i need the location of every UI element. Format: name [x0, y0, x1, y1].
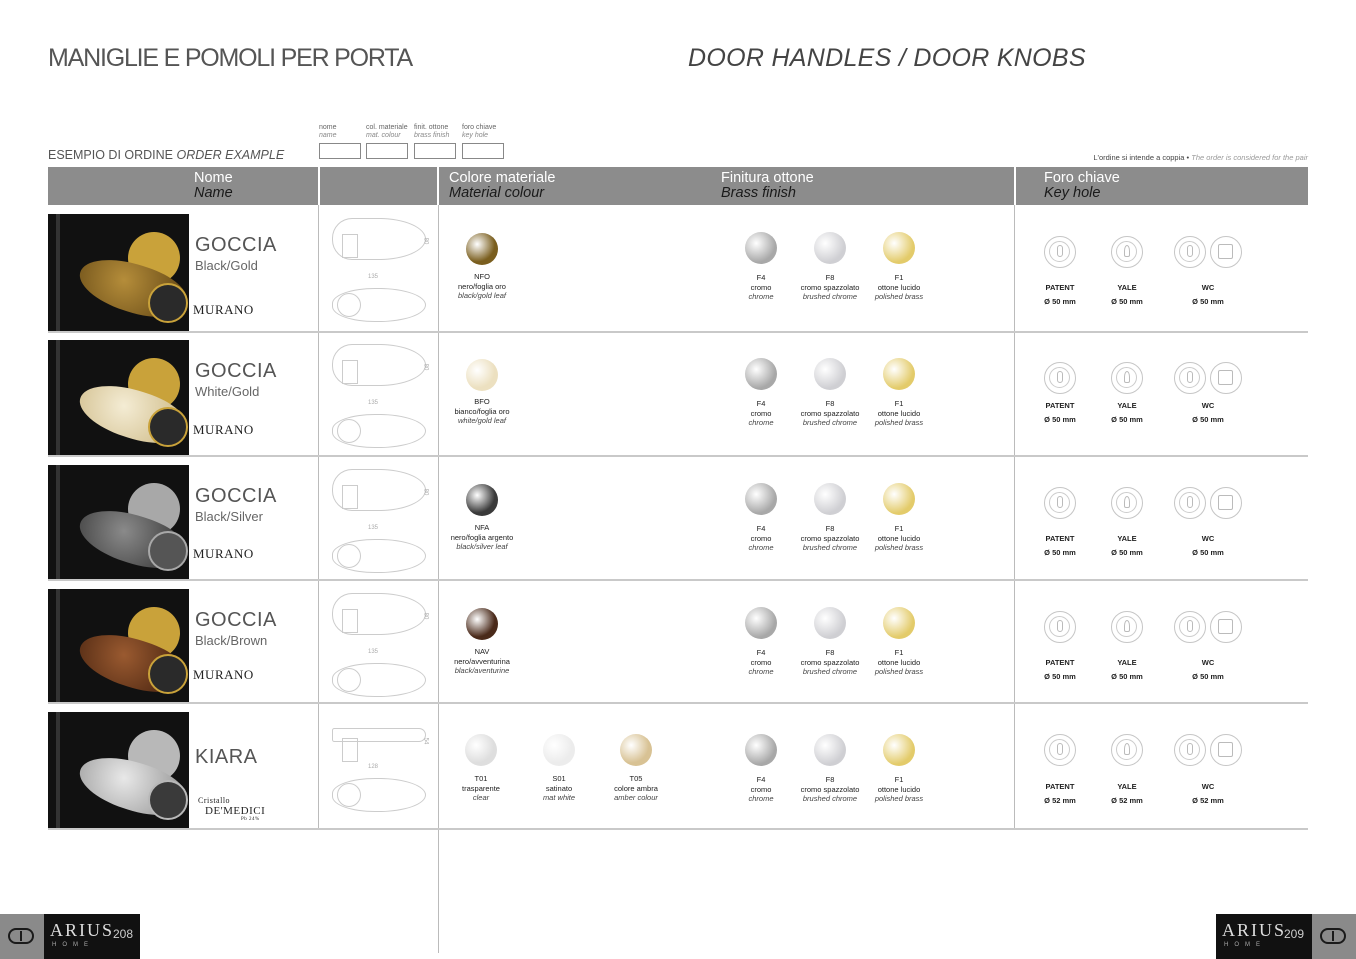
finish-swatch[interactable] [814, 358, 846, 390]
keyhole-name: YALE [1117, 782, 1137, 791]
dimension-width: 128 [368, 764, 379, 770]
wc-turn-icon[interactable] [1174, 611, 1206, 643]
pair-note-en: The order is considered for the pair [1191, 153, 1308, 162]
finish-name-en: brushed chrome [802, 543, 858, 552]
drawing-lever-top [332, 414, 426, 448]
drawing-rose-ring [337, 293, 361, 317]
order-field-label-en: mat. colour [366, 132, 401, 139]
product-name: KIARA [195, 746, 258, 768]
wc-release-square [1218, 495, 1233, 510]
finish-code: F4 [756, 775, 766, 784]
dimension-width: 135 [368, 274, 379, 280]
keyhole-label [1087, 399, 1167, 427]
finish-name-en: chrome [748, 543, 774, 552]
material-name-en: amber colour [614, 793, 658, 802]
keyhole-name: WC [1201, 401, 1215, 410]
finish-code: F1 [894, 399, 904, 408]
order-field-input[interactable] [462, 143, 504, 159]
finish-label [849, 775, 949, 804]
wc-release-icon[interactable] [1210, 487, 1242, 519]
wc-release-square [1218, 370, 1233, 385]
dimension-height: 80 [422, 237, 429, 245]
keyhole-size: Ø 50 mm [1111, 672, 1143, 681]
col-material-en: Material colour [449, 185, 545, 201]
product-name: GOCCIA [195, 234, 277, 256]
keyhole-label [1087, 780, 1167, 808]
finish-name-en: brushed chrome [802, 418, 858, 427]
finish-name-en: brushed chrome [802, 794, 858, 803]
product-name: GOCCIA [195, 485, 277, 507]
material-code: NFO [474, 272, 490, 281]
order-field-label-en: brass finish [414, 132, 450, 139]
keyhole-label [1168, 780, 1248, 808]
product-photo [48, 589, 189, 704]
finish-name-en: brushed chrome [802, 667, 858, 676]
keyhole-name: PATENT [1045, 782, 1075, 791]
row-divider [48, 455, 1308, 457]
footer-left [0, 914, 140, 959]
order-field[interactable] [462, 124, 504, 159]
material-name-en: clear [472, 793, 490, 802]
drawing-neck [342, 234, 358, 258]
finish-name-it: cromo [750, 282, 772, 292]
material-swatch[interactable] [466, 608, 498, 640]
product-name: GOCCIA [195, 360, 277, 382]
wc-turn-icon[interactable] [1174, 734, 1206, 766]
order-field-label: foro chiave [462, 124, 497, 131]
header-divider [1014, 167, 1016, 205]
patent-keyhole-icon[interactable] [1044, 611, 1076, 643]
drawing-rose-ring [337, 783, 361, 807]
wc-turn-icon[interactable] [1174, 362, 1206, 394]
material-label [432, 647, 532, 676]
order-field-label: nome [319, 124, 337, 131]
order-field-input[interactable] [366, 143, 408, 159]
footer-right [1216, 914, 1356, 959]
finish-swatch[interactable] [814, 232, 846, 264]
material-swatch[interactable] [465, 734, 497, 766]
keyhole-name: PATENT [1045, 283, 1075, 292]
finish-name-it: ottone lucido [877, 657, 921, 667]
material-code: NAV [474, 647, 490, 656]
header-divider [437, 167, 439, 205]
finish-code: F8 [825, 648, 835, 657]
order-field-label-en: name [319, 132, 337, 139]
finish-code: F1 [894, 775, 904, 784]
finish-code: F1 [894, 524, 904, 533]
brand-logo: MURANO [193, 422, 254, 437]
door-edge [56, 340, 60, 457]
finish-code: F8 [825, 524, 835, 533]
technical-drawing [326, 589, 432, 694]
finish-code: F4 [756, 524, 766, 533]
table-header [48, 167, 1308, 205]
finish-name-it: cromo spazzolato [800, 408, 860, 418]
finish-code: F4 [756, 399, 766, 408]
technical-drawing [326, 465, 432, 571]
finish-name-en: polished brass [874, 667, 924, 676]
key-rose [148, 531, 188, 571]
drawing-lever-top [332, 539, 426, 573]
keyhole-label [1087, 656, 1167, 684]
patent-keyhole-icon[interactable] [1044, 487, 1076, 519]
finish-name-en: chrome [748, 418, 774, 427]
order-example-it: ESEMPIO DI ORDINE [48, 148, 174, 162]
drawing-neck [342, 609, 358, 633]
row-divider [48, 702, 1308, 704]
wc-turn [1187, 620, 1193, 632]
finish-name-it: cromo spazzolato [800, 533, 860, 543]
drawing-neck [342, 485, 358, 509]
page-number-left: 208 [113, 927, 134, 941]
patent-slot [1057, 496, 1063, 508]
keyhole-name: WC [1201, 782, 1215, 791]
finish-swatch[interactable] [883, 607, 915, 639]
material-label [432, 523, 532, 552]
wc-release-icon[interactable] [1210, 362, 1242, 394]
keyhole-name: WC [1201, 534, 1215, 543]
finish-name-it: cromo [750, 784, 772, 794]
drawing-rose-ring [337, 668, 361, 692]
finish-label [849, 399, 949, 428]
product-colour: Black/Brown [195, 633, 268, 648]
keyhole-size: Ø 50 mm [1111, 548, 1143, 557]
door-edge [56, 712, 60, 830]
order-field-input[interactable] [414, 143, 456, 159]
keyhole-name: YALE [1117, 401, 1137, 410]
brand-logo: MURANO [193, 667, 254, 682]
brand-logo: MURANO [193, 546, 254, 561]
product-colour: White/Gold [195, 384, 260, 399]
wc-release-icon[interactable] [1210, 611, 1242, 643]
keyhole-label [1087, 281, 1167, 309]
patent-keyhole-icon[interactable] [1044, 362, 1076, 394]
finish-name-en: polished brass [874, 418, 924, 427]
drawing-rose-ring [337, 419, 361, 443]
door-edge [56, 214, 60, 333]
col-keyhole-it: Foro chiave [1044, 170, 1120, 186]
order-field[interactable] [414, 124, 456, 159]
finish-name-it: ottone lucido [877, 533, 921, 543]
dimension-height: 54 [422, 737, 429, 745]
keyhole-name: WC [1201, 283, 1215, 292]
finish-code: F4 [756, 648, 766, 657]
patent-keyhole-icon[interactable] [1044, 236, 1076, 268]
finish-name-it: ottone lucido [877, 408, 921, 418]
keyhole-size: Ø 50 mm [1192, 297, 1224, 306]
material-code: NFA [474, 523, 490, 532]
material-label [586, 774, 686, 803]
keyhole-name: YALE [1117, 534, 1137, 543]
yale-keyhole-icon[interactable] [1111, 487, 1143, 519]
finish-name-en: polished brass [874, 543, 924, 552]
drawing-rose-ring [337, 544, 361, 568]
wc-release-icon[interactable] [1210, 236, 1242, 268]
keyhole-label [1168, 281, 1248, 309]
col-material-it: Colore materiale [449, 170, 556, 186]
col-name-header [194, 171, 233, 201]
finish-swatch[interactable] [883, 232, 915, 264]
order-example-en: ORDER EXAMPLE [176, 148, 285, 162]
finish-name-it: ottone lucido [877, 282, 921, 292]
yale-keyhole-icon[interactable] [1111, 362, 1143, 394]
wc-release-icon[interactable] [1210, 734, 1242, 766]
wc-turn [1187, 743, 1193, 755]
brand-prefix: Cristallo [198, 796, 231, 805]
wc-turn-icon[interactable] [1174, 487, 1206, 519]
keyhole-name: WC [1201, 658, 1215, 667]
finish-code: F1 [894, 273, 904, 282]
finish-swatch[interactable] [745, 734, 777, 766]
dimension-height: 80 [422, 488, 429, 496]
wc-release-square [1218, 742, 1233, 757]
finish-name-it: cromo spazzolato [800, 784, 860, 794]
material-swatch[interactable] [466, 359, 498, 391]
keyhole-name: PATENT [1045, 401, 1075, 410]
col-keyhole-en: Key hole [1044, 185, 1101, 201]
finish-swatch[interactable] [883, 734, 915, 766]
wc-turn [1187, 496, 1193, 508]
wc-release-square [1218, 619, 1233, 634]
keyhole-size: Ø 52 mm [1044, 796, 1076, 805]
finish-name-it: cromo [750, 533, 772, 543]
finish-swatch[interactable] [745, 483, 777, 515]
order-field-input[interactable] [319, 143, 361, 159]
material-name-it: nero/foglia argento [450, 532, 514, 542]
drawing-lever-top [332, 778, 426, 812]
order-field-label: col. materiale [366, 124, 408, 131]
pair-note [1093, 153, 1308, 162]
key-rose [148, 283, 188, 323]
drawing-lever-top [332, 663, 426, 697]
keyhole-size: Ø 50 mm [1192, 548, 1224, 557]
material-swatch[interactable] [543, 734, 575, 766]
product-photo [48, 340, 189, 457]
finish-name-it: cromo spazzolato [800, 282, 860, 292]
patent-slot [1057, 371, 1063, 383]
finish-swatch[interactable] [883, 358, 915, 390]
product-photo [48, 465, 189, 581]
product-colour: Black/Gold [195, 258, 258, 273]
patent-keyhole-icon[interactable] [1044, 734, 1076, 766]
technical-drawing [326, 340, 432, 447]
keyhole-label [1168, 399, 1248, 427]
col-name-en: Name [194, 185, 233, 201]
door-edge [56, 589, 60, 704]
material-label [432, 397, 532, 426]
finish-swatch[interactable] [814, 483, 846, 515]
yale-keyhole-icon[interactable] [1111, 611, 1143, 643]
page-number-right: 209 [1284, 927, 1305, 941]
pair-note-it: L'ordine si intende a coppia [1093, 153, 1185, 162]
finish-name-en: brushed chrome [802, 292, 858, 301]
finish-name-it: cromo [750, 408, 772, 418]
col-finish-en: Brass finish [721, 185, 796, 201]
material-swatch[interactable] [466, 233, 498, 265]
finish-label [849, 273, 949, 302]
brand-mark-icon [1312, 914, 1356, 959]
column-divider [1014, 205, 1015, 829]
finish-code: F1 [894, 648, 904, 657]
keyhole-size: Ø 50 mm [1044, 672, 1076, 681]
finish-code: F8 [825, 273, 835, 282]
yale-slot [1124, 245, 1130, 257]
material-code: BFO [474, 397, 490, 406]
finish-code: F8 [825, 775, 835, 784]
yale-keyhole-icon[interactable] [1111, 236, 1143, 268]
material-label [432, 272, 532, 301]
keyhole-name: YALE [1117, 283, 1137, 292]
keyhole-size: Ø 50 mm [1044, 548, 1076, 557]
col-name-it: Nome [194, 170, 233, 186]
footer-brand-sub: HOME [1224, 942, 1266, 948]
dimension-width: 135 [368, 525, 379, 531]
yale-keyhole-icon[interactable] [1111, 734, 1143, 766]
wc-turn [1187, 245, 1193, 257]
product-colour: Black/Silver [195, 509, 263, 524]
finish-label [849, 648, 949, 677]
keyhole-label [1087, 532, 1167, 560]
finish-name-en: chrome [748, 794, 774, 803]
yale-slot [1124, 743, 1130, 755]
yale-slot [1124, 620, 1130, 632]
footer-brand: ARIUS [50, 920, 115, 940]
keyhole-name: PATENT [1045, 658, 1075, 667]
material-code: S01 [552, 774, 566, 783]
key-rose [148, 407, 188, 447]
yale-slot [1124, 371, 1130, 383]
material-code: T01 [474, 774, 488, 783]
finish-name-it: ottone lucido [877, 784, 921, 794]
finish-name-en: polished brass [874, 794, 924, 803]
dimension-height: 80 [422, 612, 429, 620]
page-title-en: DOOR HANDLES / DOOR KNOBS [688, 44, 1086, 72]
material-swatch[interactable] [620, 734, 652, 766]
header-divider [318, 167, 320, 205]
technical-drawing [326, 214, 432, 323]
row-divider [48, 828, 1308, 830]
finish-swatch[interactable] [814, 607, 846, 639]
keyhole-label [1168, 656, 1248, 684]
material-name-it: satinato [545, 783, 573, 793]
col-material-header [449, 171, 555, 201]
wc-release-square [1218, 244, 1233, 259]
keyhole-size: Ø 50 mm [1111, 415, 1143, 424]
patent-slot [1057, 620, 1063, 632]
material-name-en: black/aventurine [454, 666, 510, 675]
row-divider [48, 579, 1308, 581]
keyhole-size: Ø 50 mm [1192, 415, 1224, 424]
col-keyhole-header [1044, 171, 1120, 201]
wc-turn-icon[interactable] [1174, 236, 1206, 268]
col-finish-it: Finitura ottone [721, 170, 814, 186]
brand-mark-icon [0, 914, 44, 959]
col-finish-header [721, 171, 814, 201]
order-field-label: finit. ottone [414, 124, 449, 131]
finish-name-en: polished brass [874, 292, 924, 301]
product-name: GOCCIA [195, 609, 277, 631]
finish-swatch[interactable] [883, 483, 915, 515]
finish-label [849, 524, 949, 553]
drawing-lever-top [332, 288, 426, 322]
material-name-it: nero/foglia oro [458, 281, 506, 291]
key-rose [148, 654, 188, 694]
keyhole-size: Ø 50 mm [1044, 415, 1076, 424]
keyhole-size: Ø 50 mm [1192, 672, 1224, 681]
door-edge [56, 465, 60, 581]
footer-brand: ARIUS [1222, 920, 1287, 940]
keyhole-size: Ø 50 mm [1111, 297, 1143, 306]
key-rose [148, 780, 188, 820]
column-divider [318, 205, 319, 829]
keyhole-size: Ø 52 mm [1111, 796, 1143, 805]
patent-slot [1057, 743, 1063, 755]
drawing-neck [342, 360, 358, 384]
finish-name-it: cromo [750, 657, 772, 667]
brand-note: Pb 24% [241, 817, 260, 822]
material-name-it: colore ambra [614, 783, 658, 793]
keyhole-size: Ø 50 mm [1044, 297, 1076, 306]
brand-logo: MURANO [193, 302, 254, 317]
technical-drawing [326, 712, 432, 820]
dimension-height: 80 [422, 363, 429, 371]
pair-note-sep: • [1186, 153, 1190, 162]
keyhole-name: YALE [1117, 658, 1137, 667]
dimension-width: 135 [368, 649, 379, 655]
patent-slot [1057, 245, 1063, 257]
order-field-label-en: key hole [462, 132, 489, 139]
product-photo [48, 214, 189, 333]
material-name-it: trasparente [462, 783, 500, 793]
order-field[interactable] [319, 124, 361, 159]
finish-swatch[interactable] [814, 734, 846, 766]
keyhole-size: Ø 52 mm [1192, 796, 1224, 805]
material-name-en: mat white [542, 793, 576, 802]
yale-slot [1124, 496, 1130, 508]
material-name-en: black/gold leaf [458, 291, 506, 300]
keyhole-name: PATENT [1045, 534, 1075, 543]
brand-logo: DE'MEDICI [205, 805, 266, 817]
finish-swatch[interactable] [745, 358, 777, 390]
finish-swatch[interactable] [745, 232, 777, 264]
material-name-en: white/gold leaf [458, 416, 506, 425]
product-photo [48, 712, 189, 830]
material-name-it: bianco/foglia oro [454, 406, 510, 416]
order-field[interactable] [366, 124, 408, 159]
finish-code: F4 [756, 273, 766, 282]
dimension-width: 135 [368, 400, 379, 406]
order-example-label [48, 148, 284, 162]
row-divider [48, 331, 1308, 333]
drawing-neck [342, 738, 358, 762]
material-code: T05 [629, 774, 643, 783]
finish-swatch[interactable] [745, 607, 777, 639]
wc-turn [1187, 371, 1193, 383]
material-swatch[interactable] [466, 484, 498, 516]
finish-name-en: chrome [748, 667, 774, 676]
keyhole-label [1168, 532, 1248, 560]
material-name-it: nero/avventurina [454, 656, 510, 666]
page-title-it: MANIGLIE E POMOLI PER PORTA [48, 44, 412, 72]
material-name-en: black/silver leaf [456, 542, 508, 551]
finish-code: F8 [825, 399, 835, 408]
finish-name-en: chrome [748, 292, 774, 301]
finish-name-it: cromo spazzolato [800, 657, 860, 667]
footer-brand-sub: HOME [52, 942, 94, 948]
